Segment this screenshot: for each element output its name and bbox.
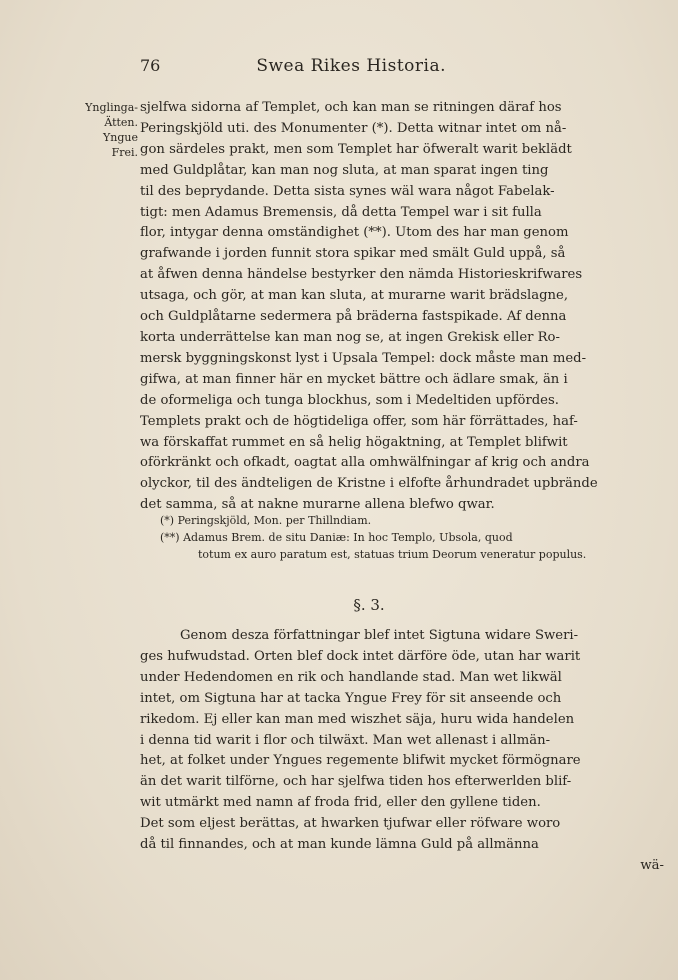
text-line: under Hedendomen en rik och handlande stad. Man wet likwäl	[140, 669, 562, 685]
text-line: sjelfwa sidorna af Templet, och kan man se ritningen däraf hos	[140, 100, 562, 115]
text-line: gon särdeles prakt, men som Templet har öfweralt warit beklädt	[140, 141, 572, 157]
text-line: ges hufwudstad. Orten blef dock intet därföre öde, utan har warit	[140, 648, 581, 664]
marginal-note-line: Frei.	[111, 146, 138, 159]
paragraph-1	[140, 98, 670, 516]
paragraph-2	[140, 626, 670, 877]
text-line: wa förskaffat rummet en så helig högaktning, at Templet blifwit	[140, 434, 568, 450]
text-line: Peringskjöld uti. des Monumenter (*). Detta witnar intet om nå-	[140, 120, 567, 136]
text-line: de oformeliga och tunga blockhus, som i Medeltiden upfördes.	[140, 392, 559, 408]
text-line: flor, intygar denna omständighet (**). Utom des har man genom	[140, 225, 569, 241]
marginal-note-line: Yngue	[103, 131, 138, 144]
text-line: het, at folket under Yngues regemente blifwit mycket förmögnare	[140, 753, 581, 769]
text-line: olyckor, til des ändteligen de Kristne i elfofte århundradet upbrände	[140, 476, 598, 492]
page-header	[140, 56, 528, 76]
page-number: 76	[140, 56, 161, 75]
text-line: än det warit tilförne, och har sjelfwa tiden hos efterwerlden blif-	[140, 774, 572, 790]
footnote-2: (**) Adamus Brem. de situ Daniæ: In hoc Templo, Ubsola, quod	[160, 531, 513, 544]
text-line: gifwa, at man finner här en mycket bättre och ädlare smak, än i	[140, 371, 568, 387]
footnote-1: (*) Peringskjöld, Mon. per Thillndiam.	[160, 514, 372, 527]
marginal-note-line: Ynglinga-	[85, 101, 138, 114]
text-line: korta underrättelse kan man nog se, at ingen Grekisk eller Ro-	[140, 329, 560, 345]
marginal-note	[58, 100, 138, 160]
text-line: rikedom. Ej eller kan man med wiszhet säja, huru wida handelen	[140, 711, 575, 727]
text-line: tigt: men Adamus Bremensis, då detta Tempel war i sit fulla	[140, 204, 542, 220]
text-line: at åfwen denna händelse bestyrker den nämda Historieskrifwares	[140, 267, 583, 283]
text-line: intet, om Sigtuna har at tacka Yngue Frey för sit anseende och	[140, 690, 562, 706]
text-line: mersk byggningskonst lyst i Upsala Tempel: dock måste man med-	[140, 350, 587, 366]
text-line: utsaga, och gör, at man kan sluta, at murarne warit brädslagne,	[140, 288, 569, 304]
text-line: Templets prakt och de högtideliga offer, som här förrättades, haf-	[140, 413, 578, 429]
footnote-2-continued: totum ex auro paratum est, statuas trium Deorum veneratur populus.	[198, 548, 587, 561]
text-line: wit utmärkt med namn af froda frid, eller den gyllene tiden.	[140, 795, 541, 811]
section-mark: §. 3.	[353, 596, 385, 614]
marginal-note-line: Ätten.	[104, 116, 138, 129]
running-head: Swea Rikes Historia.	[256, 56, 447, 76]
text-line: Det som eljest berättas, at hwarken tjufwar eller röfware woro	[140, 816, 561, 832]
text-line: til des beprydande. Detta sista synes wäl wara något Fabelak-	[140, 183, 555, 199]
text-line: med Guldplåtar, kan man nog sluta, at man sparat ingen ting	[140, 162, 549, 178]
text-line: oförkränkt och ofkadt, oagtat alla omhwälfningar af krig och andra	[140, 455, 590, 471]
text-line: och Guldplåtarne sedermera på bräderna fastspikade. Af denna	[140, 309, 567, 325]
text-line: det samma, så at nakne murarne allena blefwo qwar.	[140, 497, 495, 513]
catchword: wä-	[640, 857, 664, 873]
footnotes	[160, 512, 670, 563]
text-line: då til finnandes, och at man kunde lämna Guld på allmänna	[140, 837, 539, 853]
text-line: grafwande i jorden funnit stora spikar med smält Guld uppå, så	[140, 246, 566, 262]
text-line: Genom desza författningar blef intet Sigtuna widare Sweri-	[180, 628, 579, 643]
text-line: i denna tid warit i flor och tilwäxt. Man wet allenast i allmän-	[140, 732, 551, 748]
